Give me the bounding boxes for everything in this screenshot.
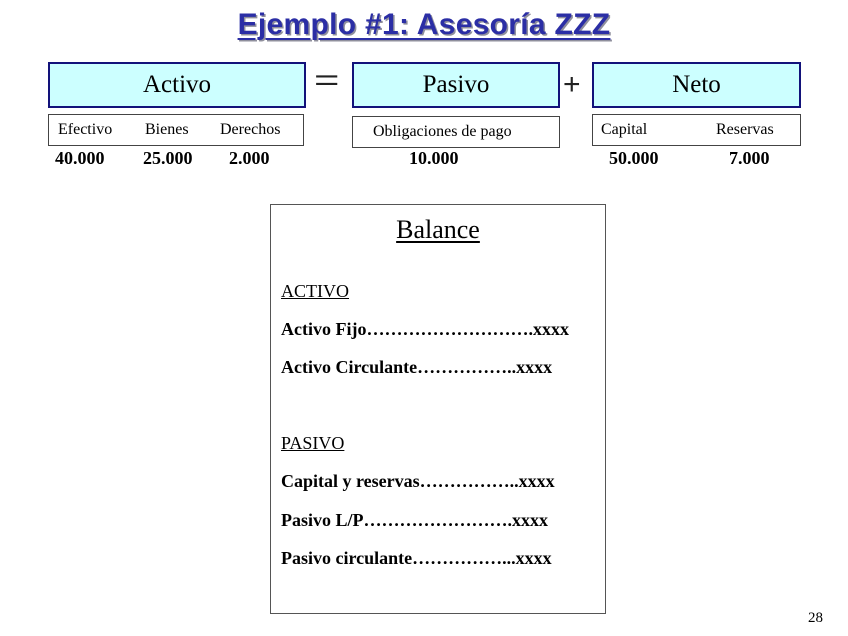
page-number: 28 [808,610,823,626]
page-title: Ejemplo #1: Asesoría ZZZ [237,8,611,41]
pasivo-label: Pasivo [422,71,490,98]
neto-value-capital: 50.000 [609,148,659,168]
neto-item-reservas: Reservas [716,121,774,138]
balance-activo-circulante: Activo Circulante……………..xxxx [281,357,553,377]
balance-activo-heading: ACTIVO [281,281,349,301]
activo-items-box [48,114,304,146]
activo-item-derechos: Derechos [220,121,281,138]
balance-title: Balance [396,215,480,244]
activo-item-efectivo: Efectivo [58,121,113,138]
activo-label: Activo [142,71,212,98]
plus-sign: + [563,68,581,101]
neto-item-capital: Capital [601,121,648,138]
activo-value-efectivo: 40.000 [55,148,105,168]
balance-box [270,204,606,614]
activo-value-derechos: 2.000 [229,148,270,168]
pasivo-item-obligaciones: Obligaciones de pago [373,123,512,140]
balance-pasivo-circulante: Pasivo circulante……………...xxxx [281,548,552,568]
neto-label: Neto [672,71,721,98]
balance-capital-reservas: Capital y reservas……………..xxxx [281,471,555,491]
activo-value-bienes: 25.000 [143,148,193,168]
balance-activo-fijo: Activo Fijo……………………….xxxx [281,319,569,339]
activo-box [48,62,306,108]
pasivo-items-box [352,116,560,148]
pasivo-value-obligaciones: 10.000 [409,148,459,168]
equals-sign: = [314,64,340,97]
balance-pasivo-lp: Pasivo L/P…………………….xxxx [281,510,549,530]
activo-item-bienes: Bienes [145,121,189,138]
pasivo-box [352,62,560,108]
neto-box [592,62,801,108]
neto-items-box [592,114,801,146]
balance-pasivo-heading: PASIVO [281,433,345,453]
neto-value-reservas: 7.000 [729,148,770,168]
